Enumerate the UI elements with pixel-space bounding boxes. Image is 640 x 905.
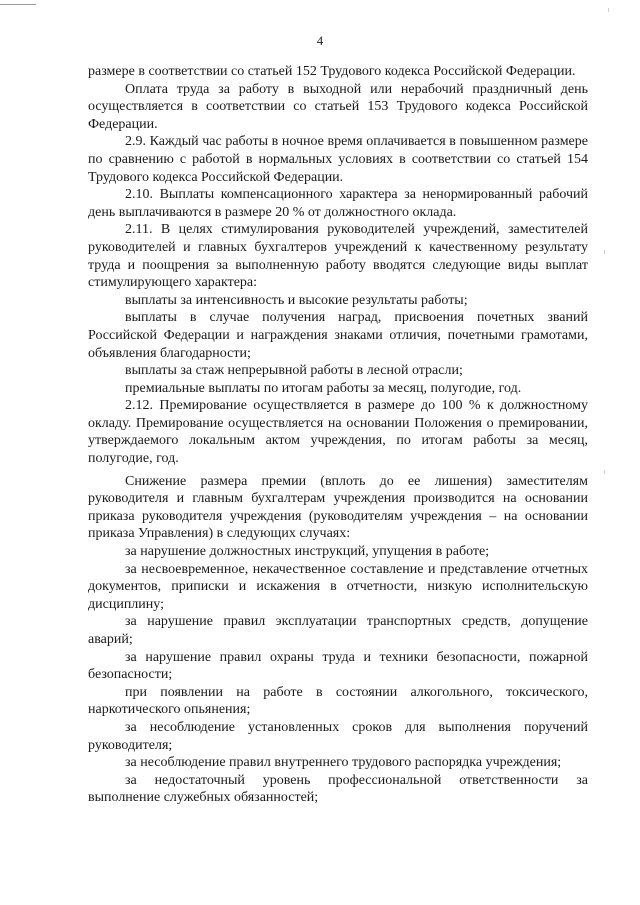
list-item: за несвоевременное, некачественное составление и представление отчетных документов, приписки и искажения в отчетности, низкую исполнительскую дисциплину;	[88, 561, 588, 612]
paragraph: Снижение размера премии (вплоть до ее лишения) заместителям руководителя и главным бухгалтерам учреждения производится на основании приказа руководителя учреждения (руководителям учреждения – на основании приказа Управления) в следующих случаях:	[88, 473, 588, 542]
list-item: выплаты в случае получения наград, присвоения почетных званий Российской Федерации и награждения знаками отличия, почетными грамотами, объявления благодарности;	[88, 310, 588, 361]
scan-speck	[604, 470, 605, 474]
document-body	[88, 63, 588, 807]
list-item: за нарушение должностных инструкций, упущения в работе;	[125, 544, 490, 560]
scan-speck	[608, 8, 609, 12]
list-item: премиальные выплаты по итогам работы за месяц, полугодие, год.	[125, 380, 522, 396]
paragraph: Оплата труда за работу в выходной или нерабочий праздничный день осуществляется в соответствии со статьей 153 Трудового кодекса Российской Федерации.	[88, 81, 588, 132]
paragraph: 2.10. Выплаты компенсационного характера за ненормированный рабочий день выплачиваются в размере 20 % от должностного оклада.	[88, 187, 588, 220]
list-item: за несоблюдение правил внутреннего трудового распорядка учреждения;	[125, 755, 562, 771]
paragraph: размере в соответствии со статьей 152 Трудового кодекса Российской Федерации.	[88, 64, 576, 79]
paragraph: 2.12. Премирование осуществляется в размере до 100 % к должностному окладу. Премирование осуществляется на основании Положения о премировании, утверждаемого локальным актом учреждения, по итогам работы за месяц, полугодие, год.	[88, 398, 588, 467]
list-item: выплаты за интенсивность и высокие результаты работы;	[125, 292, 468, 308]
list-item: за нарушение правил эксплуатации транспортных средств, допущение аварий;	[88, 614, 588, 647]
list-item: выплаты за стаж непрерывной работы в лесной отрасли;	[125, 363, 463, 379]
list-item: за нарушение правил охраны труда и техники безопасности, пожарной безопасности;	[88, 649, 588, 683]
list-item: за недостаточный уровень профессиональной ответственности за выполнение служебных обязанностей;	[88, 772, 588, 806]
paragraph: 2.9. Каждый час работы в ночное время оплачивается в повышенном размере по сравнению с работой в нормальных условиях в соответствии со статьей 154 Трудового кодекса Российской Федерации.	[88, 134, 588, 185]
page-number: 4	[316, 34, 324, 48]
list-item: при появлении на работе в состоянии алкогольного, токсического, наркотического опьянения;	[88, 684, 588, 718]
scan-speck	[604, 250, 605, 254]
scan-mark	[0, 4, 36, 5]
paragraph: 2.11. В целях стимулирования руководителей учреждений, заместителей руководителей и главных бухгалтеров учреждений к качественному результату труда и поощрения за выполненную работу вводятся следующие виды выплат стимулирующего характера:	[88, 222, 588, 291]
list-item: за несоблюдение установленных сроков для выполнения поручений руководителя;	[88, 719, 588, 753]
